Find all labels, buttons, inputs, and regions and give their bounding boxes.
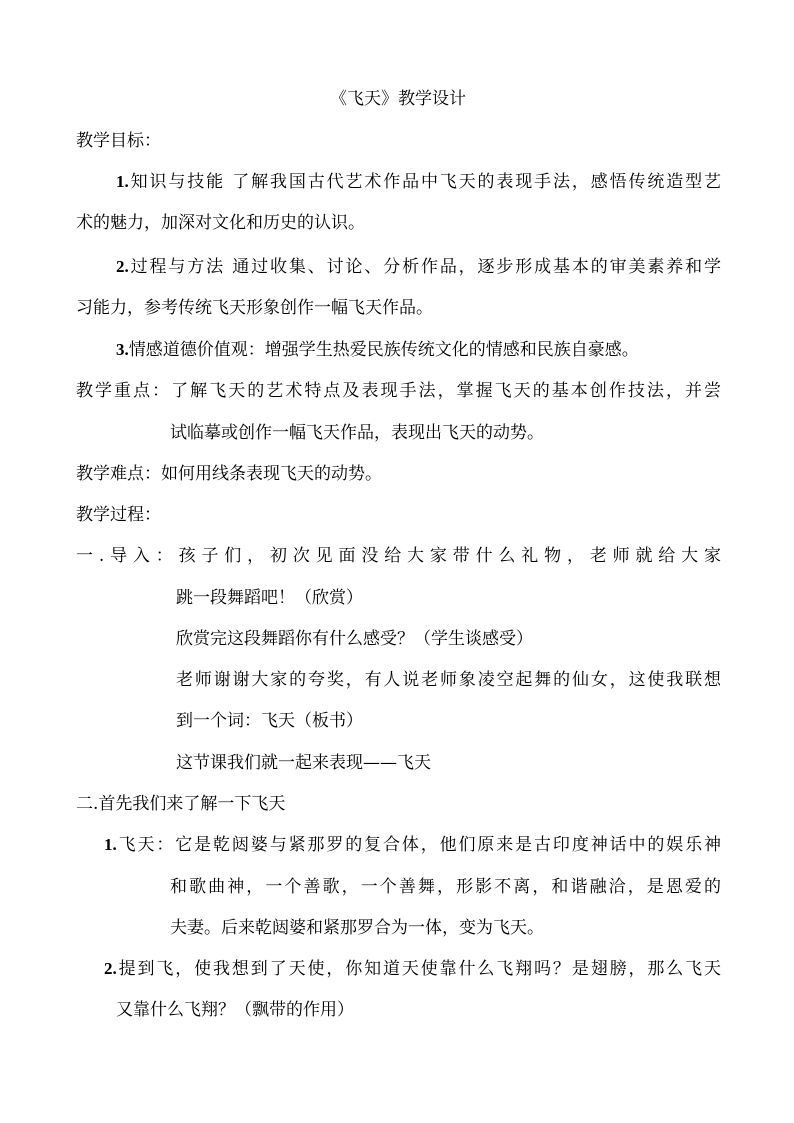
objective-1-text: 知识与技能 了解我国古代艺术作品中飞天的表现手法，感悟传统造型艺 xyxy=(128,172,721,192)
process-heading: 教学过程： xyxy=(76,505,161,525)
objective-1-line-2: 术的魅力，加深对文化和历史的认识。 xyxy=(76,213,365,233)
objective-2-text: 过程与方法 通过收集、讨论、分析作品，逐步形成基本的审美素养和学 xyxy=(128,257,721,277)
point-1-line-3: 夫妻。后来乾闼婆和紧那罗合为一体，变为飞天。 xyxy=(170,918,544,938)
difficulty-line: 教学难点：如何用线条表现飞天的动势。 xyxy=(76,464,382,484)
intro-line-3: 欣赏完这段舞蹈你有什么感受？（学生谈感受） xyxy=(176,629,533,649)
point-2-line-1 xyxy=(104,958,721,980)
objective-2-line-2: 习能力，参考传统飞天形象创作一幅飞天作品。 xyxy=(76,298,433,318)
doc-title: 《飞天》教学设计 xyxy=(330,89,466,109)
objective-1-number: 1. xyxy=(116,172,129,191)
objective-2-number: 2. xyxy=(116,257,129,276)
objective-2-line-1 xyxy=(116,256,721,278)
intro-line-1: 一.导入：孩子们，初次见面没给大家带什么礼物，老师就给大家 xyxy=(76,546,721,566)
objective-3-text: 情感道德价值观：增强学生热爱民族传统文化的情感和民族自豪感。 xyxy=(128,340,639,360)
key-points-line-2: 试临摹或创作一幅飞天作品，表现出飞天的动势。 xyxy=(170,423,544,443)
intro-line-2: 跳一段舞蹈吧！（欣赏） xyxy=(176,588,363,608)
intro-line-5: 到一个词：飞天（板书） xyxy=(176,711,363,731)
objectives-heading: 教学目标： xyxy=(76,131,161,151)
intro-line-4: 老师谢谢大家的夸奖，有人说老师象凌空起舞的仙女，这使我联想 xyxy=(176,670,721,690)
section-2-heading: 二.首先我们来了解一下飞天 xyxy=(76,794,286,814)
objective-1-line-1 xyxy=(116,171,721,193)
point-2-text: 提到飞，使我想到了天使，你知道天使靠什么飞翔吗？是翅膀，那么飞天 xyxy=(116,959,721,979)
point-1-text: 飞天：它是乾闼婆与紧那罗的复合体，他们原来是古印度神话中的娱乐神 xyxy=(116,835,721,855)
intro-line-6: 这节课我们就一起来表现——飞天 xyxy=(176,753,431,773)
point-1-number: 1. xyxy=(104,835,117,854)
objective-3-number: 3. xyxy=(116,340,129,359)
point-1-line-1 xyxy=(104,834,721,856)
point-1-line-2: 和歌曲神，一个善歌，一个善舞，形影不离，和谐融洽，是恩爱的 xyxy=(170,877,721,897)
key-points-line-1: 教学重点：了解飞天的艺术特点及表现手法，掌握飞天的基本创作技法，并尝 xyxy=(76,381,721,401)
point-2-line-2: 又靠什么飞翔？（飘带的作用） xyxy=(116,1000,354,1020)
objective-3-line-1 xyxy=(116,339,639,361)
point-2-number: 2. xyxy=(104,959,117,978)
